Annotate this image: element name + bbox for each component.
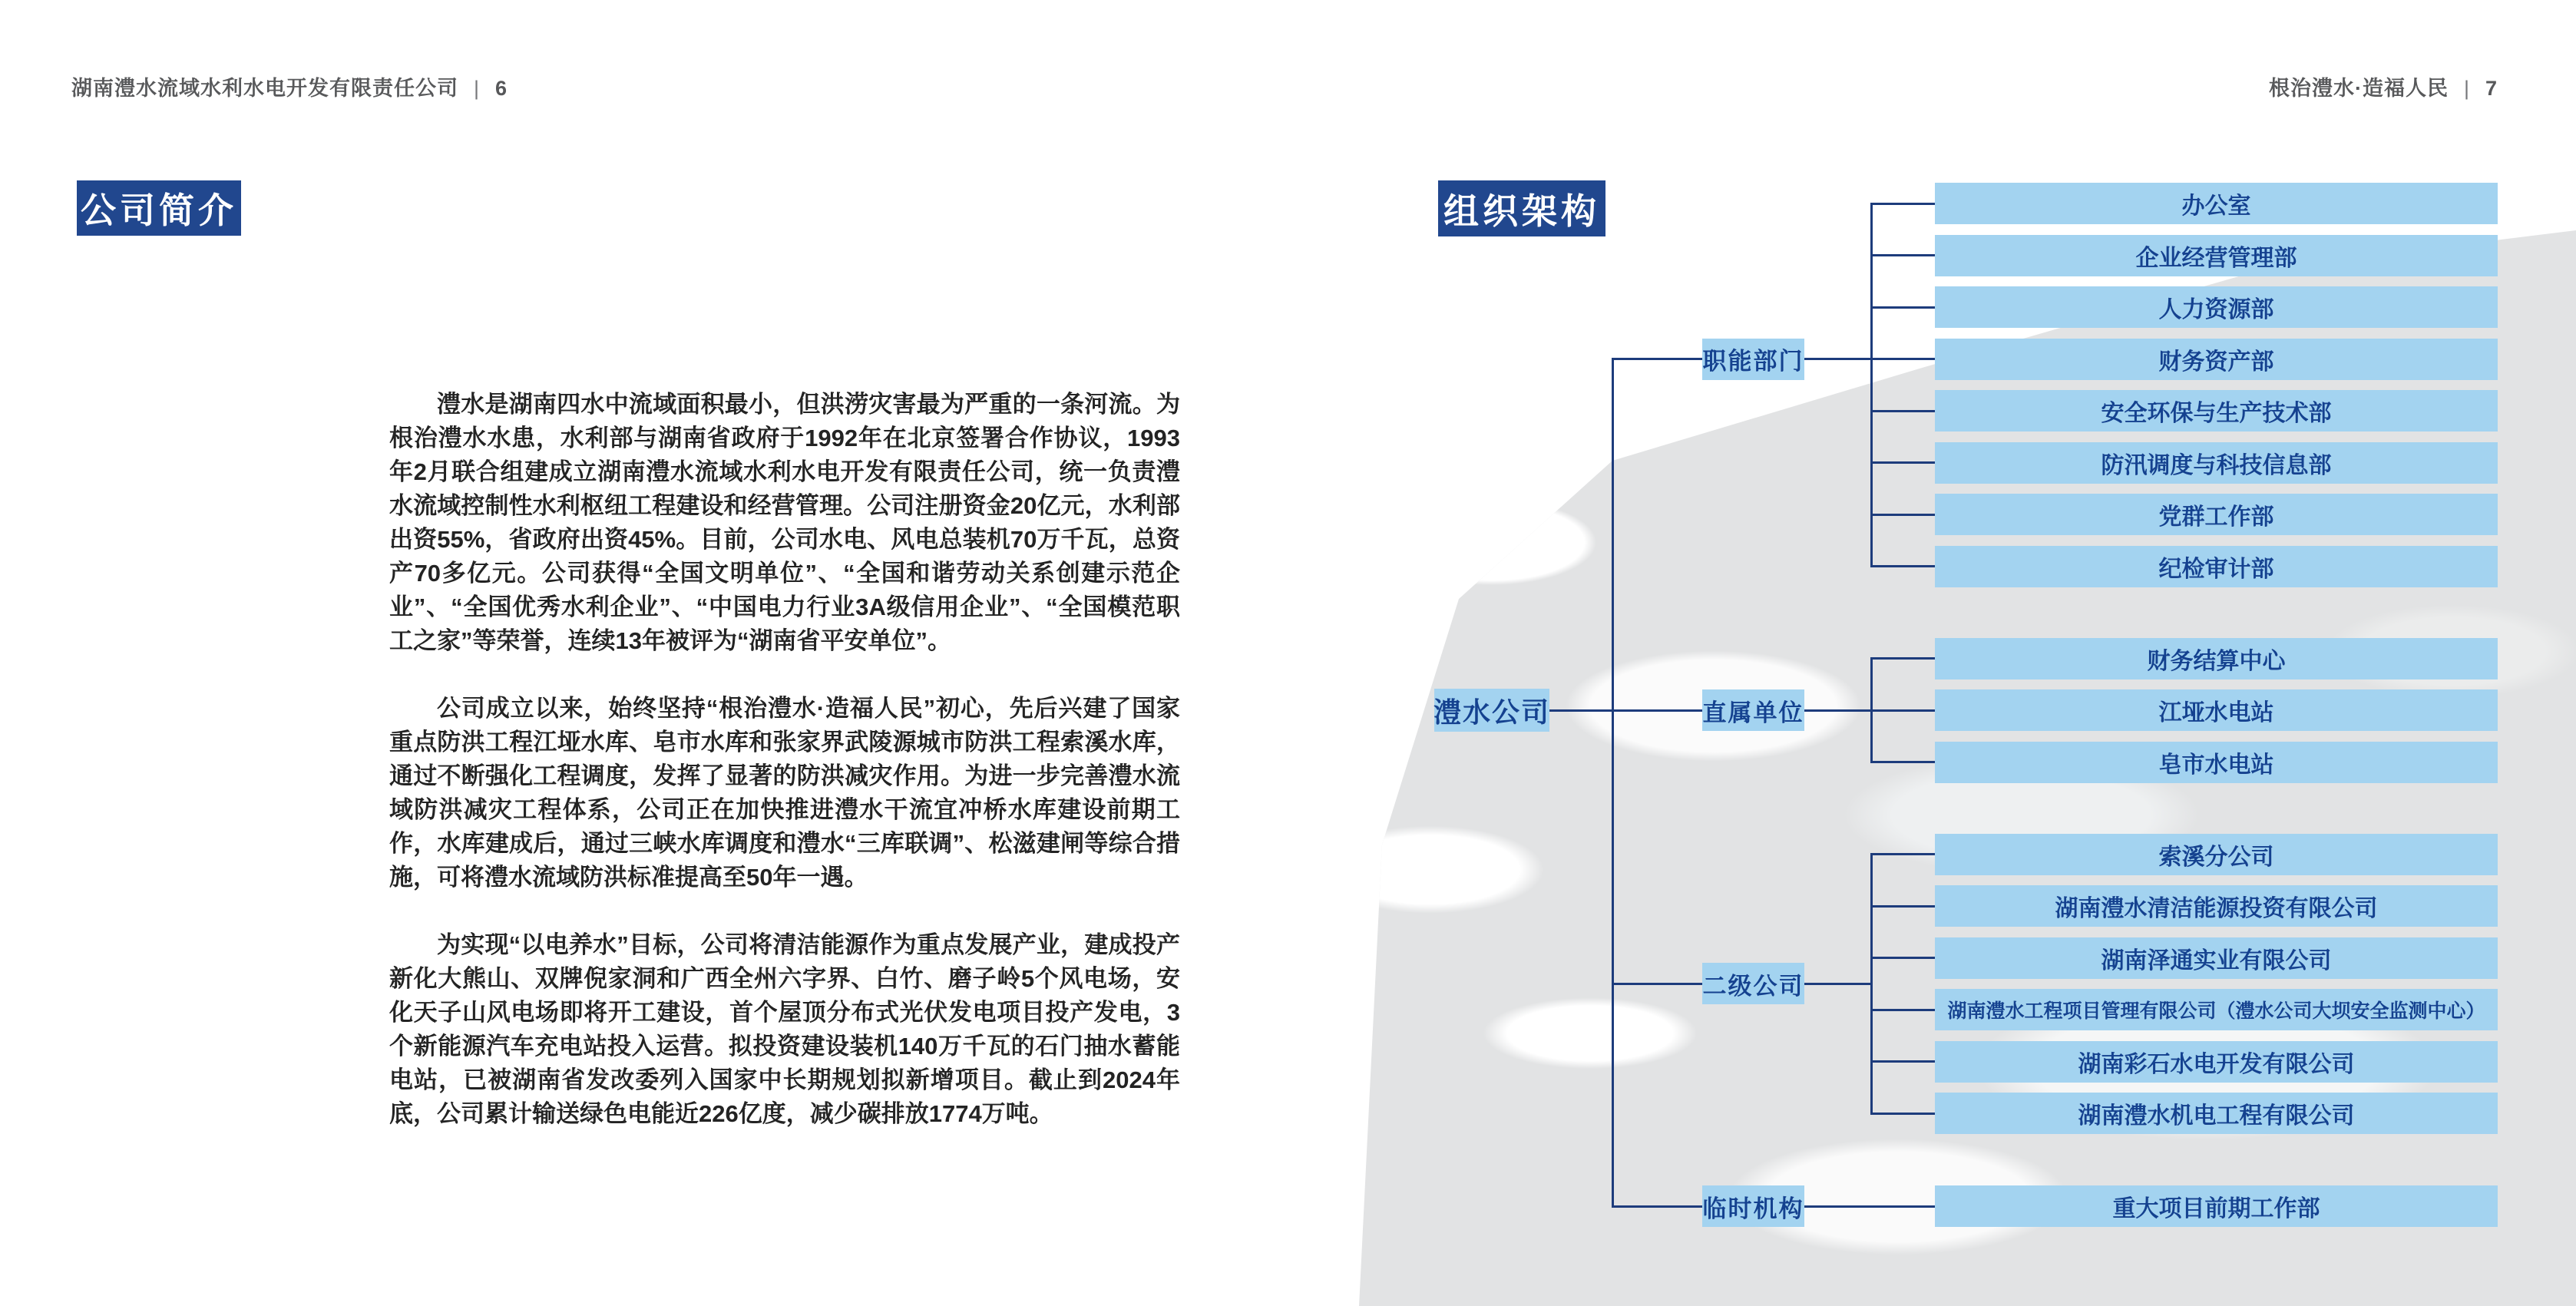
org-branch-label: 直属单位	[1702, 689, 1804, 731]
left-page-header	[71, 75, 508, 101]
org-branch-label: 临时机构	[1702, 1185, 1804, 1227]
org-item: 重大项目前期工作部	[1935, 1185, 2498, 1227]
org-item: 湖南澧水工程项目管理有限公司（澧水公司大坝安全监测中心）	[1935, 989, 2498, 1030]
org-item: 索溪分公司	[1935, 834, 2498, 875]
org-item: 湖南彩石水电开发有限公司	[1935, 1041, 2498, 1083]
org-item: 湖南泽通实业有限公司	[1935, 937, 2498, 979]
org-item: 湖南澧水清洁能源投资有限公司	[1935, 885, 2498, 927]
slogan: 根治澧水·造福人民	[2268, 77, 2449, 100]
header-separator: |	[2463, 77, 2470, 100]
connector-line	[1871, 410, 1936, 412]
org-item: 安全环保与生产技术部	[1935, 390, 2498, 431]
connector-line	[1612, 358, 1704, 360]
section-title-company-profile: 公司简介	[77, 180, 241, 236]
org-item: 企业经营管理部	[1935, 235, 2498, 276]
page-number-left: 6	[495, 77, 508, 100]
connector-line	[1871, 1113, 1936, 1115]
connector-line	[1612, 983, 1704, 985]
profile-paragraph: 澧水是湖南四水中流域面积最小，但洪涝灾害最为严重的一条河流。为根治澧水水患，水利部与湖南省政府于1992年在北京签署合作协议，1993年2月联合组建成立湖南澧水流域水利水电开发有限责任公司，统一负责澧水流域控制性水利枢纽工程建设和经营管理。公司注册资金20亿元，水利部出资55%，省政府出资45%。目前，公司水电、风电总装机70万千瓦，总资产70多亿元。公司获得“全国文明单位”、“全国和谐劳动关系创建示范企业”、“全国优秀水利企业”、“中国电力行业3A级信用企业”、“全国模范职工之家”等荣誉，连续13年被评为“湖南省平安单位”。	[389, 391, 1180, 654]
connector-line	[1871, 203, 1936, 205]
org-item: 皂市水电站	[1935, 742, 2498, 783]
section-title-org-structure: 组织架构	[1438, 180, 1605, 236]
org-item: 财务资产部	[1935, 339, 2498, 380]
org-root-node: 澧水公司	[1434, 689, 1549, 732]
connector-line	[1871, 306, 1936, 309]
connector-line	[1871, 957, 1936, 959]
profile-paragraph: 为实现“以电养水”目标，公司将清洁能源作为重点发展产业，建成投产新化大熊山、双牌倪家洞和广西全州六字界、白竹、磨子岭5个风电场，安化天子山风电场即将开工建设，首个屋顶分布式光伏发电项目投产发电，3个新能源汽车充电站投入运营。拟投资建设装机140万千瓦的石门抽水蓄能电站，已被湖南省发改委列入国家中长期规划拟新增项目。截止到2024年底，公司累计输送绿色电能近226亿度，减少碳排放1774万吨。	[389, 931, 1180, 1127]
connector-line	[1871, 657, 1936, 660]
connector-line	[1871, 461, 1936, 464]
connector-line	[1871, 358, 1936, 360]
org-item: 湖南澧水机电工程有限公司	[1935, 1093, 2498, 1134]
connector-line	[1548, 709, 1704, 712]
connector-line	[1803, 358, 1871, 360]
org-item: 纪检审计部	[1935, 546, 2498, 587]
connector-line	[1871, 761, 1936, 763]
company-name: 湖南澧水流域水利水电开发有限责任公司	[71, 77, 458, 100]
connector-line	[1871, 254, 1936, 256]
company-profile-text	[389, 388, 1180, 1165]
page-number-right: 7	[2485, 77, 2498, 100]
connector-line	[1871, 1009, 1936, 1011]
connector-line	[1871, 905, 1936, 908]
connector-line	[1803, 709, 1871, 712]
connector-line	[1612, 1205, 1704, 1208]
org-item: 党群工作部	[1935, 494, 2498, 535]
org-item: 防汛调度与科技信息部	[1935, 442, 2498, 484]
connector-line	[1871, 853, 1936, 855]
connector-line	[1803, 1205, 1936, 1208]
org-item: 江垭水电站	[1935, 689, 2498, 731]
connector-line	[1871, 514, 1936, 516]
connector-line	[1871, 709, 1936, 712]
org-item: 办公室	[1935, 183, 2498, 224]
connector-line	[1871, 565, 1936, 567]
header-separator: |	[474, 77, 481, 100]
org-branch-label: 二级公司	[1702, 963, 1804, 1004]
right-page-header	[2269, 75, 2498, 101]
org-branch-label: 职能部门	[1702, 339, 1804, 380]
org-item: 人力资源部	[1935, 286, 2498, 328]
connector-line	[1871, 1060, 1936, 1063]
org-item: 财务结算中心	[1935, 638, 2498, 679]
connector-line	[1612, 358, 1614, 1208]
connector-line	[1803, 983, 1871, 985]
profile-paragraph: 公司成立以来，始终坚持“根治澧水·造福人民”初心，先后兴建了国家重点防洪工程江垭水库、皂市水库和张家界武陵源城市防洪工程索溪水库，通过不断强化工程调度，发挥了显著的防洪减灾作用。为进一步完善澧水流域防洪减灾工程体系，公司正在加快推进澧水干流宜冲桥水库建设前期工作，水库建成后，通过三峡水库调度和澧水“三库联调”、松滋建闸等综合措施，可将澧水流域防洪标准提高至50年一遇。	[389, 695, 1180, 891]
connector-line	[1870, 853, 1873, 1115]
